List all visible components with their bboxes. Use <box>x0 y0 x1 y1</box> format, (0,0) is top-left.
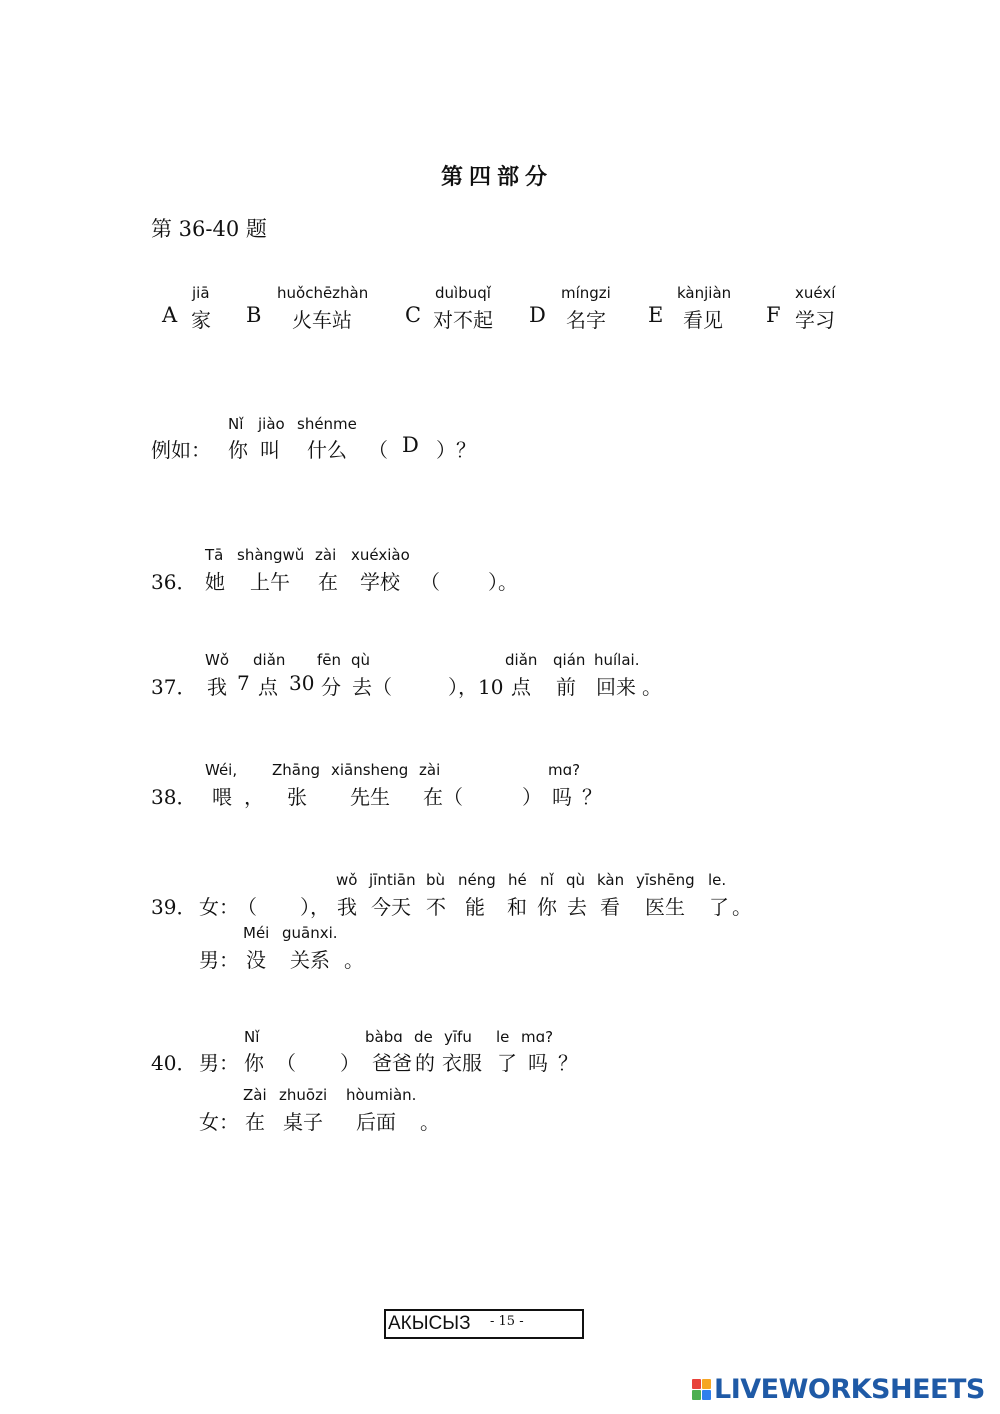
example-hanzi: 什么 <box>307 438 347 462</box>
paren-close: ）？ <box>436 438 476 462</box>
q38-hanzi: 在（ <box>423 785 463 809</box>
q39-hanzi: 你 <box>537 895 557 919</box>
q39-hanzi: 看 <box>600 895 620 919</box>
q39-pinyin: bù <box>426 871 446 889</box>
q36-pinyin: Tā <box>205 546 224 564</box>
q37-hanzi: 回来 <box>596 675 636 699</box>
q39-pinyin: jīntiān <box>369 871 416 889</box>
q37-hanzi: 点 <box>511 675 531 699</box>
paren-open: （ <box>420 570 440 594</box>
q39-hanzi: （ <box>237 895 257 919</box>
q38-pinyin: xiānsheng <box>331 761 409 779</box>
q36-number: 36． <box>151 570 197 594</box>
q36-hanzi: 上午 <box>250 570 290 594</box>
q40-pinyin-2: hòumiàn. <box>346 1086 417 1104</box>
paren-close: ）。 <box>488 570 518 594</box>
q38-pinyin: Wéi, <box>205 761 238 779</box>
q39-pinyin-2: guānxi. <box>282 924 338 942</box>
q39-hanzi-2: 关系 <box>290 948 330 972</box>
q38-pinyin: mɑ? <box>548 761 581 779</box>
q39-pinyin: hé <box>508 871 527 889</box>
q38-hanzi: ？ <box>582 785 602 809</box>
q37-pinyin: qián <box>553 651 586 669</box>
paren-close: ） <box>340 1051 360 1075</box>
q39-number: 39． <box>151 895 197 919</box>
q37-pinyin: Wǒ <box>205 651 230 669</box>
q36-hanzi: 她 <box>205 570 225 594</box>
q40-hanzi-2: 桌子 <box>283 1110 323 1134</box>
q40-speaker-male: 男： <box>199 1051 239 1075</box>
q40-hanzi-2: 在 <box>245 1110 265 1134</box>
logo-square <box>702 1379 711 1389</box>
q39-pinyin: le. <box>708 871 727 889</box>
q37-pinyin: diǎn <box>253 651 286 669</box>
logo-square <box>692 1390 701 1400</box>
q40-hanzi-2: 后面 <box>356 1110 396 1134</box>
q37-hanzi: 7 <box>237 671 250 695</box>
q37-number: 37． <box>151 675 197 699</box>
q40-pinyin: de <box>414 1028 433 1046</box>
option-d-hanzi: 名字 <box>566 308 606 332</box>
q37-pinyin: fēn <box>317 651 342 669</box>
q38-answer-input[interactable] <box>466 781 518 807</box>
q40-pinyin: le <box>496 1028 510 1046</box>
q38-number: 38． <box>151 785 197 809</box>
option-f-pinyin: xuéxí <box>795 284 836 302</box>
q37-hanzi: 去（ <box>352 675 392 699</box>
q36-pinyin: shàngwǔ <box>237 546 305 564</box>
option-d-letter: D <box>529 303 546 327</box>
q39-hanzi: 不 <box>426 895 446 919</box>
q39-pinyin-2: Méi <box>243 924 270 942</box>
option-c-pinyin: duìbuqǐ <box>435 284 491 302</box>
example-pinyin: jiào <box>258 415 285 433</box>
q39-hanzi: 和 <box>507 895 527 919</box>
q36-pinyin: zài <box>315 546 337 564</box>
option-a-pinyin: jiā <box>192 284 210 302</box>
option-b-hanzi: 火车站 <box>292 308 352 332</box>
q40-pinyin-2: zhuōzi <box>279 1086 328 1104</box>
q40-pinyin: yīfu <box>444 1028 472 1046</box>
q39-hanzi-2: 没 <box>246 948 266 972</box>
paren-open: （ <box>368 438 388 462</box>
q37-hanzi: 30 <box>289 671 315 695</box>
q37-pinyin: diǎn <box>505 651 538 669</box>
logo-square <box>692 1379 701 1389</box>
q40-answer-input[interactable] <box>296 1047 336 1073</box>
q40-hanzi: 的 <box>415 1051 435 1075</box>
q38-pinyin: zài <box>419 761 441 779</box>
option-b-letter: B <box>246 303 262 327</box>
q37-pinyin: huílai. <box>594 651 640 669</box>
q40-number: 40． <box>151 1051 197 1075</box>
example-hanzi: 叫 <box>260 438 280 462</box>
q39-pinyin: nǐ <box>540 871 554 889</box>
logo-square <box>702 1390 711 1400</box>
q36-hanzi: 在 <box>318 570 338 594</box>
q39-hanzi: 能 <box>465 895 485 919</box>
option-c-letter: C <box>405 303 422 327</box>
q37-hanzi: 点 <box>258 675 278 699</box>
option-e-hanzi: 看见 <box>683 308 723 332</box>
q40-speaker-female: 女： <box>199 1110 239 1134</box>
q39-answer-input[interactable] <box>254 891 300 917</box>
q40-hanzi: 你 <box>244 1051 264 1075</box>
q37-pinyin: qù <box>351 651 371 669</box>
q38-hanzi: 吗 <box>552 785 572 809</box>
option-e-letter: E <box>648 303 664 327</box>
q40-hanzi-2: 。 <box>420 1110 440 1134</box>
q36-hanzi: 学校 <box>360 570 400 594</box>
q39-hanzi-2: 。 <box>344 948 364 972</box>
paren-open: （ <box>276 1051 296 1075</box>
q38-pinyin: Zhāng <box>272 761 321 779</box>
q39-pinyin: yīshēng <box>636 871 695 889</box>
q38-hanzi: ） <box>522 785 542 809</box>
example-pinyin: shénme <box>297 415 357 433</box>
example-pinyin: Nǐ <box>228 415 244 433</box>
q38-hanzi: 先生 <box>350 785 390 809</box>
q39-speaker-male: 男： <box>199 948 239 972</box>
q39-hanzi: 了 <box>709 895 729 919</box>
q38-hanzi: 张 <box>287 785 307 809</box>
q39-pinyin: kàn <box>597 871 625 889</box>
logo-squares-icon <box>692 1379 712 1401</box>
option-e-pinyin: kànjiàn <box>677 284 732 302</box>
q39-hanzi: 今天 <box>371 895 411 919</box>
q37-hanzi: ），10 <box>448 675 504 699</box>
option-f-hanzi: 学习 <box>795 308 835 332</box>
q38-hanzi: ， <box>244 785 264 809</box>
q40-hanzi: 吗 <box>528 1051 548 1075</box>
q39-pinyin: néng <box>458 871 496 889</box>
question-range: 第 36-40 题 <box>151 217 267 241</box>
q40-hanzi: ？ <box>558 1051 578 1075</box>
q37-hanzi: 前 <box>556 675 576 699</box>
q37-hanzi: 分 <box>321 675 341 699</box>
logo-text: LIVEWORKSHEETS <box>714 1374 985 1405</box>
q40-hanzi: 爸爸 <box>372 1051 412 1075</box>
q40-pinyin-2: Zài <box>243 1086 267 1104</box>
q37-answer-input[interactable] <box>394 671 444 697</box>
page-number: - 15 - <box>490 1314 524 1329</box>
q39-hanzi: ）， <box>300 895 330 919</box>
q40-pinyin: Nǐ <box>244 1028 260 1046</box>
example-hanzi: 你 <box>228 438 248 462</box>
option-f-letter: F <box>766 303 781 327</box>
q40-hanzi: 衣服 <box>442 1051 482 1075</box>
option-a-hanzi: 家 <box>191 308 211 332</box>
q39-pinyin: qù <box>566 871 586 889</box>
example-label: 例如： <box>151 438 211 462</box>
q39-hanzi: 去 <box>567 895 587 919</box>
q39-hanzi: 我 <box>337 895 357 919</box>
option-d-pinyin: míngzi <box>561 284 611 302</box>
q40-hanzi: 了 <box>497 1051 517 1075</box>
option-b-pinyin: huǒchēzhàn <box>277 284 369 302</box>
footer-box <box>384 1309 584 1339</box>
section-title: 第四部分 <box>441 164 554 190</box>
q36-pinyin: xuéxiào <box>351 546 410 564</box>
q37-hanzi: 我 <box>207 675 227 699</box>
q39-speaker-female: 女： <box>199 895 239 919</box>
q36-answer-input[interactable] <box>440 566 486 592</box>
example-answer: D <box>402 433 419 457</box>
option-a-letter: A <box>162 303 178 327</box>
q39-hanzi: 医生 <box>645 895 685 919</box>
footer-input[interactable] <box>388 1312 488 1336</box>
q39-pinyin: wǒ <box>336 871 358 889</box>
option-c-hanzi: 对不起 <box>433 308 493 332</box>
q38-hanzi: 喂 <box>212 785 232 809</box>
q37-hanzi: 。 <box>642 675 662 699</box>
q39-hanzi: 。 <box>732 895 752 919</box>
q40-pinyin: bàbɑ <box>365 1028 403 1046</box>
q40-pinyin: mɑ? <box>521 1028 554 1046</box>
